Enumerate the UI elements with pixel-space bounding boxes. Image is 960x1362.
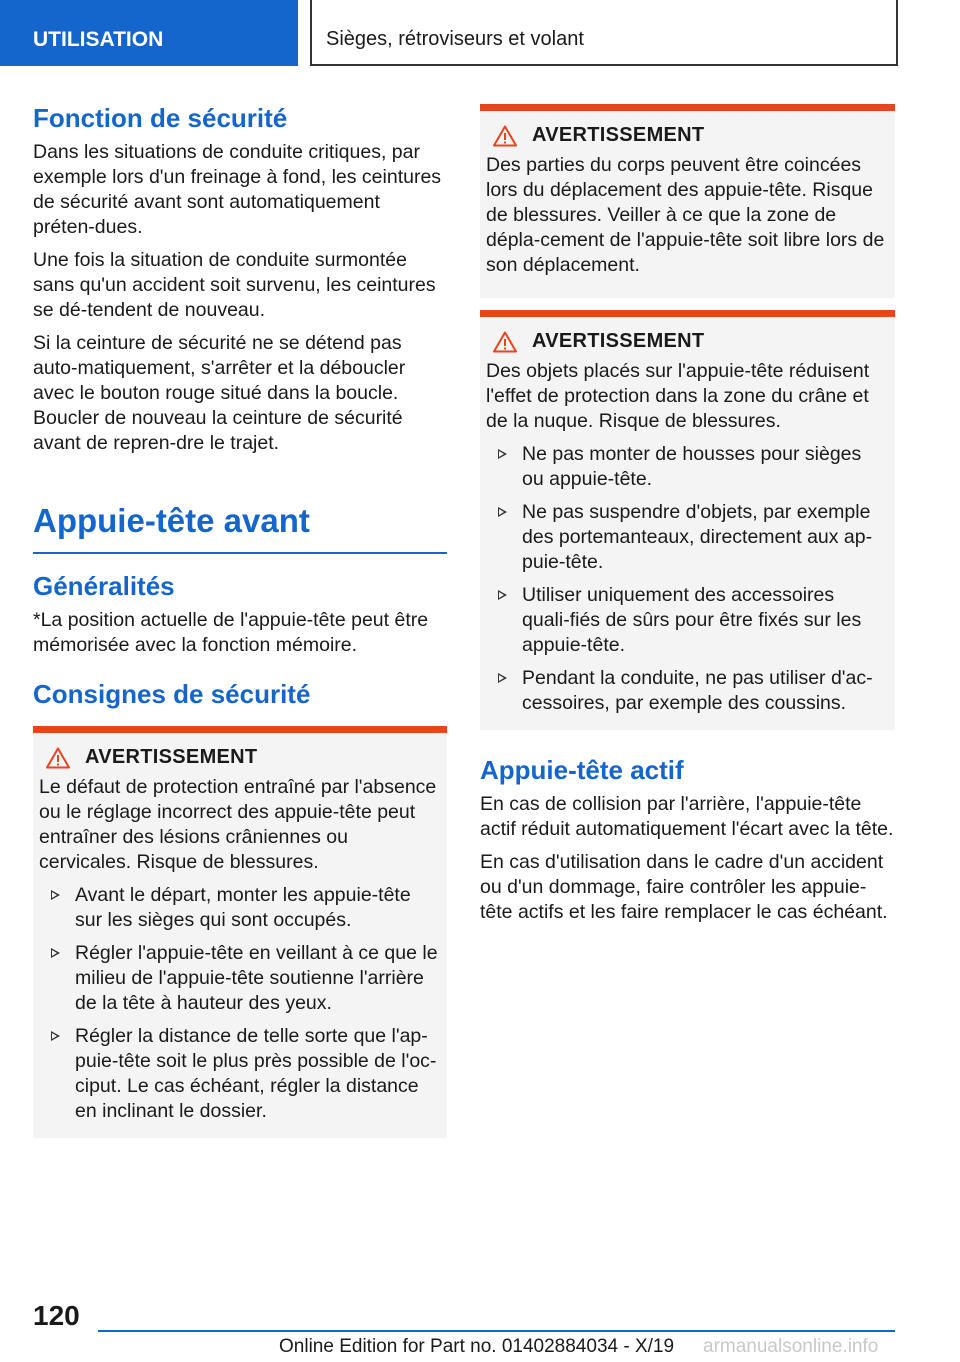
safety-function-p3: Si la ceinture de sécurité ne se détend pas auto-matiquement, s'arrêter et la déboucler avec le bouton rouge situé dans la boucle. Boucler de nouveau la ceinture de sécurité avant de repren-dre le trajet. xyxy=(33,332,406,454)
footer-divider xyxy=(98,1330,895,1332)
header-chapter-tab xyxy=(310,0,898,66)
right-column xyxy=(480,104,895,933)
triangle-bullet-icon xyxy=(498,507,507,517)
warning-2-text: Des parties du corps peuvent être coincées lors du déplacement des appuie-tête. Risque de blessures. Veiller à ce que la zone de dépla-cement de l'appuie-tête soit libre lors de son déplacement. xyxy=(486,154,885,276)
warning-1-title: AVERTISSEMENT xyxy=(85,746,258,768)
footer-edition: Online Edition for Part no. 01402884034 - X/19 xyxy=(279,1336,675,1357)
warning-triangle-icon xyxy=(46,747,70,769)
list-item: Pendant la conduite, ne pas utiliser d'ac-cessoires, par exemple des coussins. xyxy=(486,666,887,716)
list-item: Ne pas suspendre d'objets, par exemple des portemanteaux, directement aux ap-puie-tête. xyxy=(486,500,887,575)
safety-function-p2: Une fois la situation de conduite surmontée sans qu'un accident soit survenu, les ceintures se dé-tendent de nouveau. xyxy=(33,249,436,321)
safety-notes-heading: Consignes de sécurité xyxy=(33,679,311,709)
safety-function-p1: Dans les situations de conduite critiques, par exemple lors d'un freinage à fond, les ceintures de sécurité avant sont automatiquement préten-dues. xyxy=(33,141,442,238)
list-item: Ne pas monter de housses pour sièges ou appuie-tête. xyxy=(486,442,887,492)
triangle-bullet-icon xyxy=(51,1031,60,1041)
front-headrest-heading: Appuie-tête avant xyxy=(33,498,447,554)
warning-1-text: Le défaut de protection entraîné par l'absence ou le réglage incorrect des appuie-tête peut entraîner des lésions crâniennes ou cervicales. Risque de blessures. xyxy=(39,776,437,873)
page-number: 120 xyxy=(33,1300,80,1331)
warning-1-list xyxy=(39,883,439,1124)
triangle-bullet-icon xyxy=(51,890,60,900)
list-item: Utiliser uniquement des accessoires quali-fiés de sûrs pour être fixés sur les appuie-tête. xyxy=(486,583,887,658)
header-chapter-label: Sièges, rétroviseurs et volant xyxy=(326,28,584,50)
list-item: Avant le départ, monter les appuie-tête sur les sièges qui sont occupés. xyxy=(39,883,439,933)
list-item: Régler la distance de telle sorte que l'ap-puie-tête soit le plus près possible de l'oc-ciput. Le cas échéant, régler la distance en inclinant le dossier. xyxy=(39,1024,439,1124)
safety-function-heading: Fonction de sécurité xyxy=(33,103,288,133)
warning-3-title: AVERTISSEMENT xyxy=(532,330,705,352)
active-headrest-p1: En cas de collision par l'arrière, l'appuie-tête actif réduit automatiquement l'écart avec la tête. xyxy=(480,793,894,840)
triangle-bullet-icon xyxy=(498,590,507,600)
general-heading: Généralités xyxy=(33,571,175,601)
triangle-bullet-icon xyxy=(498,449,507,459)
triangle-bullet-icon xyxy=(51,948,60,958)
warning-2-title: AVERTISSEMENT xyxy=(532,124,705,146)
left-column xyxy=(33,100,447,1138)
footer-watermark: armanualsonline.info xyxy=(703,1336,879,1357)
warning-triangle-icon xyxy=(493,125,517,147)
active-headrest-p2: En cas d'utilisation dans le cadre d'un accident ou d'un dommage, faire contrôler les appuie-tête actifs et les faire remplacer le cas échéant. xyxy=(480,851,888,923)
general-text: *La position actuelle de l'appuie-tête peut être mémorisée avec la fonction mémoire. xyxy=(33,609,429,656)
header-section-label: UTILISATION xyxy=(33,28,164,51)
warning-triangle-icon xyxy=(493,331,517,353)
active-headrest-heading: Appuie-tête actif xyxy=(480,755,684,785)
triangle-bullet-icon xyxy=(498,673,507,683)
warning-box-3 xyxy=(480,310,895,730)
warning-3-list xyxy=(486,442,887,716)
warning-box-1 xyxy=(33,726,447,1138)
warning-3-text: Des objets placés sur l'appuie-tête réduisent l'effet de protection dans la zone du crâne et de la nuque. Risque de blessures. xyxy=(486,360,870,432)
header-section-tab xyxy=(0,0,298,66)
list-item: Régler l'appuie-tête en veillant à ce que le milieu de l'appuie-tête soutienne l'arrière de la tête à hauteur des yeux. xyxy=(39,941,439,1016)
warning-box-2 xyxy=(480,104,895,298)
